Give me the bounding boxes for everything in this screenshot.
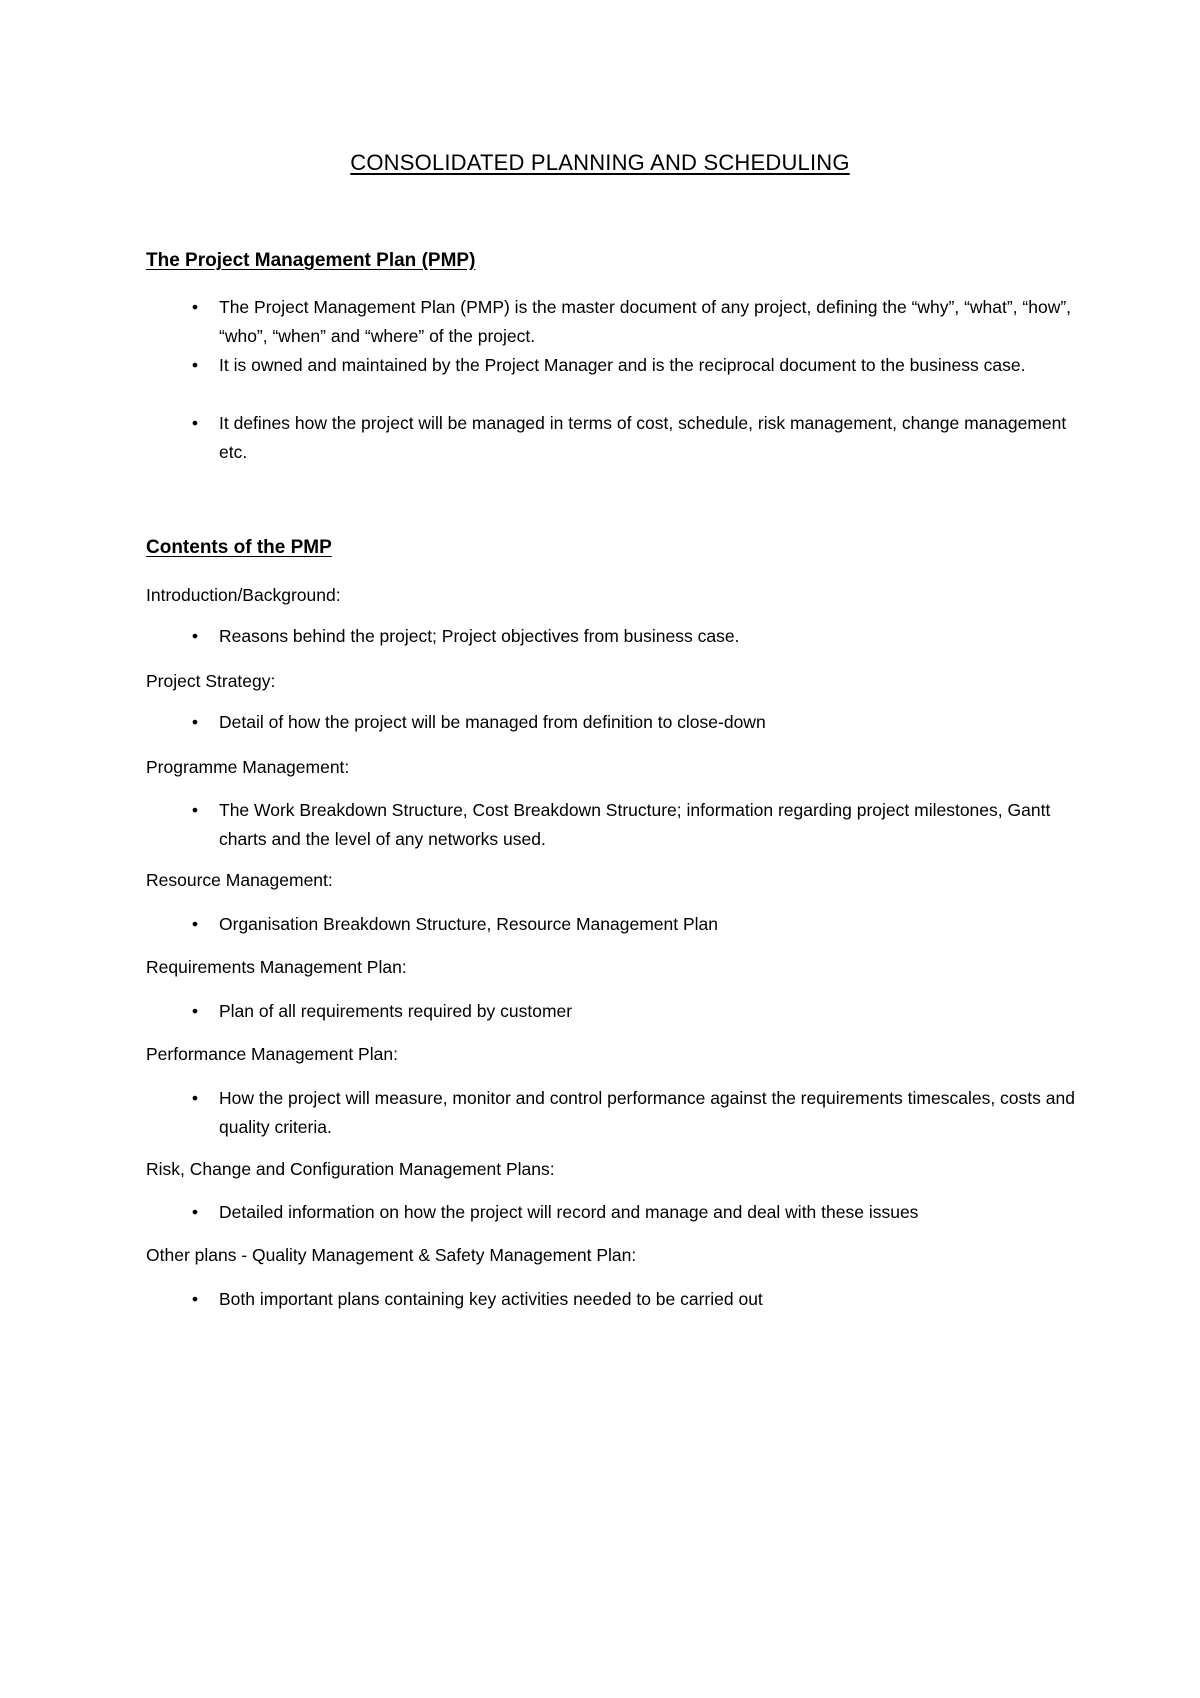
section-heading-contents: Contents of the PMP: [146, 537, 332, 558]
item-label: Performance Management Plan:: [146, 1044, 398, 1064]
section-heading-pmp: The Project Management Plan (PMP): [146, 250, 476, 271]
item-label: Resource Management:: [146, 870, 333, 890]
bullet-text: It defines how the project will be managed in terms of cost, schedule, risk management, change management etc.: [219, 413, 1067, 462]
bullet-icon: •: [191, 1289, 199, 1309]
bullet-text: Detailed information on how the project will record and manage and deal with these issues: [219, 1202, 919, 1222]
bullet-icon: •: [191, 712, 199, 732]
bullet-icon: •: [191, 800, 199, 820]
document-title: CONSOLIDATED PLANNING AND SCHEDULING: [350, 150, 850, 175]
bullet-text: Detail of how the project will be managed from definition to close-down: [219, 712, 766, 732]
bullet-text: The Project Management Plan (PMP) is the master document of any project, defining the “why”, “what”, “how”, “who”, “when” and “where” of the project.: [219, 297, 1072, 346]
item-label: Other plans - Quality Management & Safety Management Plan:: [146, 1245, 637, 1265]
bullet-text: Both important plans containing key activities needed to be carried out: [219, 1289, 763, 1309]
item-label: Risk, Change and Configuration Management Plans:: [146, 1159, 555, 1179]
bullet-text: It is owned and maintained by the Project Manager and is the reciprocal document to the business case.: [219, 355, 1026, 375]
bullet-icon: •: [191, 1001, 199, 1021]
bullet-text: How the project will measure, monitor and control performance against the requirements timescales, costs and quality criteria.: [219, 1088, 1075, 1137]
bullet-icon: •: [191, 413, 199, 433]
bullet-icon: •: [191, 297, 199, 317]
item-label: Introduction/Background:: [146, 585, 341, 605]
bullet-icon: •: [191, 1202, 199, 1222]
item-label: Programme Management:: [146, 757, 350, 777]
bullet-icon: •: [191, 914, 199, 934]
bullet-text: Organisation Breakdown Structure, Resource Management Plan: [219, 914, 719, 934]
item-label: Requirements Management Plan:: [146, 957, 407, 977]
bullet-text: Reasons behind the project; Project objectives from business case.: [219, 626, 740, 646]
item-label: Project Strategy:: [146, 671, 276, 691]
bullet-text: Plan of all requirements required by customer: [219, 1001, 573, 1021]
bullet-text: The Work Breakdown Structure, Cost Breakdown Structure; information regarding project milestones, Gantt charts and the level of any networks used.: [219, 800, 1051, 849]
bullet-icon: •: [191, 626, 199, 646]
bullet-icon: •: [191, 1088, 199, 1108]
bullet-icon: •: [191, 355, 199, 375]
